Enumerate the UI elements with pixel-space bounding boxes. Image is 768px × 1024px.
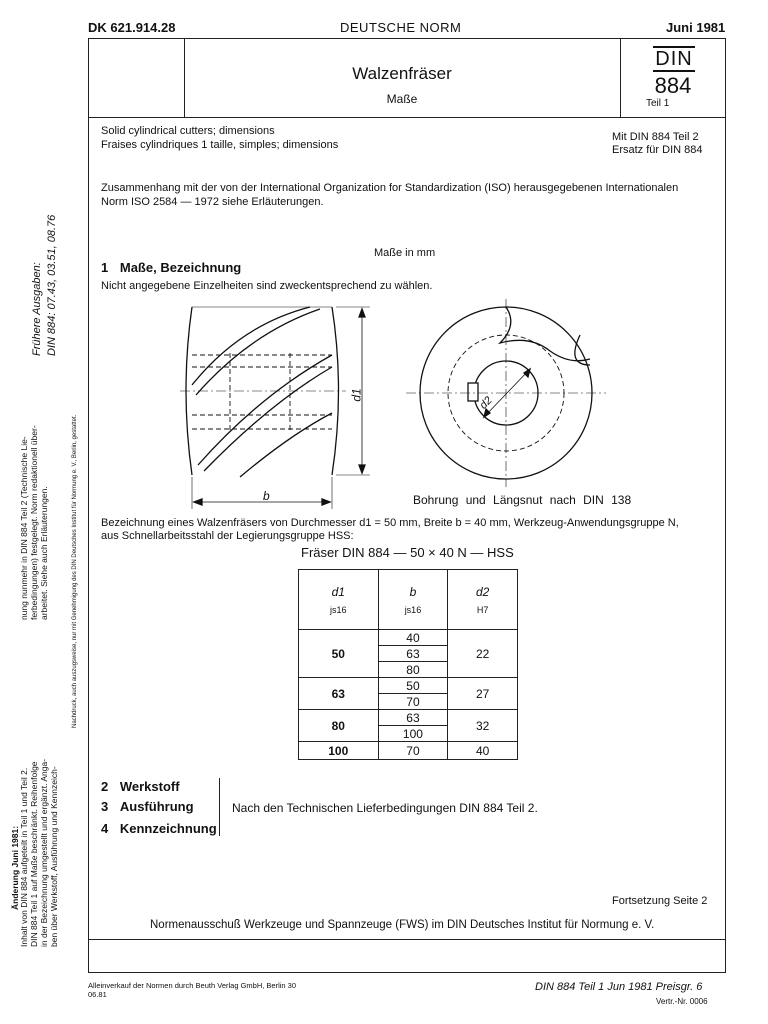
footer-date-code: 06.81 (88, 990, 107, 999)
header-d1-symbol: d1 (331, 584, 345, 599)
amendment-cont-line-3: arbeitet. Siehe auch Erläuterungen. (39, 486, 49, 620)
figure-caption: Bohrung und Längsnut nach DIN 138 (413, 493, 632, 507)
cutter-drawing (170, 295, 630, 515)
continuation-note: Fortsetzung Seite 2 (612, 895, 708, 907)
section-1-title: Maße, Bezeichnung (119, 260, 242, 275)
cell-d1: 50 (299, 630, 379, 678)
cell-b: 63 (378, 710, 448, 726)
section-2-number: 2 (101, 779, 109, 794)
cell-b: 100 (378, 726, 448, 742)
cell-d1: 80 (299, 710, 379, 742)
cell-d1: 63 (299, 678, 379, 710)
section-2-title: Werkstoff (119, 779, 180, 794)
cell-d2: 22 (448, 630, 518, 678)
title-english: Solid cylindrical cutters; dimensions (101, 125, 275, 137)
section-1-note: Nicht angegebene Einzelheiten sind zweckentsprechend zu wählen. (101, 280, 433, 292)
dk-number: DK 621.914.28 (88, 20, 176, 35)
din-logo-text: DIN (655, 48, 693, 70)
cell-d2: 40 (448, 742, 518, 760)
section-1-number: 1 (101, 260, 109, 275)
section-3-title: Ausführung (119, 799, 194, 814)
dimension-table (298, 569, 518, 760)
table-header-row (299, 570, 518, 630)
dimension-d1-label: d1 (349, 388, 364, 402)
side-view (180, 307, 370, 509)
cell-d2: 32 (448, 710, 518, 742)
cell-b: 40 (378, 630, 448, 646)
header-b (378, 570, 448, 630)
earlier-editions-text: DIN 884: 07.43, 03.51, 08.76 (46, 214, 58, 356)
section-3-heading (101, 799, 194, 814)
header-d2-symbol: d2 (475, 584, 490, 599)
dimension-b-label: b (263, 489, 270, 503)
table-row (299, 630, 518, 646)
din-number: 884 (654, 73, 692, 98)
section-4-heading (101, 821, 217, 836)
header-d1-tolerance: js16 (330, 604, 347, 615)
designation-line-1: Bezeichnung eines Walzenfräsers von Durchmesser d1 = 50 mm, Breite b = 40 mm, Werkzeug-Anwendungsgruppe N, (101, 517, 679, 529)
earlier-editions-title: Frühere Ausgaben: (31, 262, 43, 356)
title-french: Fraises cylindriques 1 taille, simples; dimensions (101, 139, 339, 151)
norm-label: DEUTSCHE NORM (340, 20, 462, 35)
table-row (299, 742, 518, 760)
din-part: Teil 1 (646, 98, 670, 109)
sections-bracket (219, 778, 220, 836)
cell-d2: 27 (448, 678, 518, 710)
header-b-tolerance: js16 (404, 604, 422, 615)
table-row (299, 710, 518, 726)
footer-distribution-number: Vertr.-Nr. 0006 (656, 997, 708, 1006)
din-logo (632, 48, 716, 71)
amendment-cont-line-2: ferbedingungen) festgelegt. Norm redaktionell über- (29, 425, 39, 620)
footer-sales-note: Alleinverkauf der Normen durch Beuth Verlag GmbH, Berlin 30 (88, 981, 297, 990)
replacement-line-2: Ersatz für DIN 884 (612, 144, 703, 156)
issue-date: Juni 1981 (666, 20, 726, 35)
sections-note: Nach den Technischen Lieferbedingungen DIN 884 Teil 2. (232, 801, 538, 815)
section-4-title: Kennzeichnung (119, 821, 217, 836)
units-note: Maße in mm (374, 247, 436, 259)
cell-b: 50 (378, 678, 448, 694)
page-subtitle: Maße (386, 92, 418, 106)
section-3-number: 3 (101, 799, 109, 814)
table-row (299, 678, 518, 694)
page-title: Walzenfräser (352, 64, 452, 83)
cell-b: 63 (378, 646, 448, 662)
section-2-heading (101, 779, 180, 794)
header-d2 (448, 570, 518, 630)
replacement-line-1: Mit DIN 884 Teil 2 (612, 131, 699, 143)
intro-line-1: Zusammenhang mit der von der International Organization for Standardization (ISO) herausgegebenen Internationalen (101, 182, 679, 194)
designation-example: Fräser DIN 884 — 50 × 40 N — HSS (301, 545, 514, 560)
footer-reference: DIN 884 Teil 1 Jun 1981 Preisgr. 6 (535, 981, 703, 993)
reprint-notice: Nachdruck, auch auszugsweise, nur mit Genehmigung des DIN Deutsches Institut für Normung e. V., Berlin, gestattet. (72, 414, 78, 728)
header-d1 (299, 570, 379, 630)
footer-divider-top (88, 939, 726, 940)
amendment-cont-line-1: nung nunmehr in DIN 884 Teil 2 (Technische Lie- (19, 436, 29, 620)
amendment-title: Änderung Juni 1981: (10, 825, 20, 910)
cell-b: 70 (378, 694, 448, 710)
amendment-line-1: Inhalt von DIN 884 aufgeteilt in Teil 1 und Teil 2. (19, 767, 29, 947)
section-4-number: 4 (101, 821, 109, 836)
cell-b: 70 (378, 742, 448, 760)
amendment-line-2: DIN 884 Teil 1 auf Maße beschränkt. Reihenfolge (29, 761, 39, 947)
front-view (406, 299, 606, 487)
designation-line-2: aus Schnellarbeitsstahl der Legierungsgruppe HSS: (101, 530, 354, 542)
amendment-line-4: ben über Werkstoff, Ausführung und Kennzeich- (49, 766, 59, 947)
section-1-heading (101, 260, 241, 275)
header-d2-tolerance: H7 (476, 604, 489, 615)
header-b-symbol: b (409, 584, 417, 599)
amendment-line-3: in der Bezeichnung umgestellt und ergänzt. Anga- (39, 758, 49, 947)
cell-d1: 100 (299, 742, 379, 760)
intro-line-2: Norm ISO 2584 — 1972 siehe Erläuterungen. (101, 196, 324, 208)
cell-b: 80 (378, 662, 448, 678)
dimension-d2-label: d2 (477, 394, 495, 412)
committee-line: Normenausschuß Werkzeuge und Spannzeuge (FWS) im DIN Deutsches Institut für Normung e. V. (150, 919, 655, 931)
